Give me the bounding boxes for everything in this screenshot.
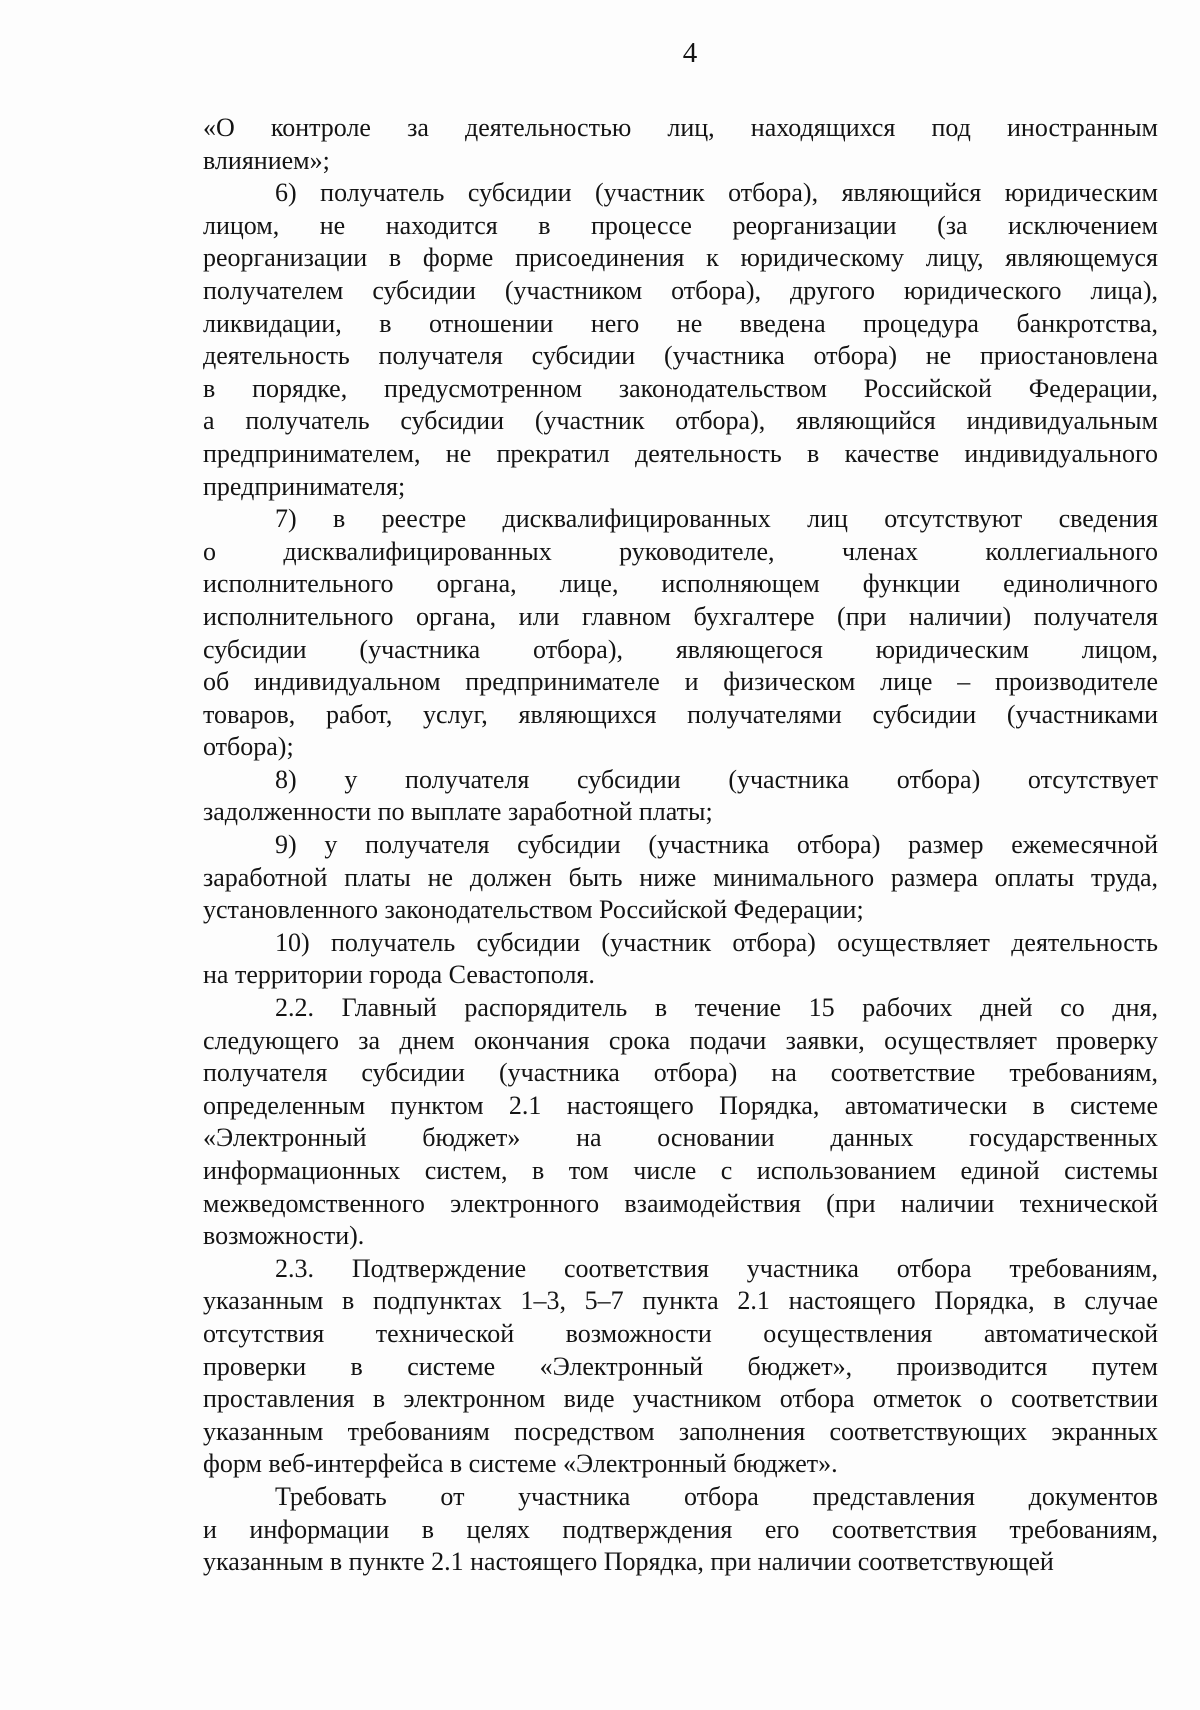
text-line: форм веб-интерфейса в системе «Электронный бюджет». — [203, 1449, 838, 1479]
text-line: о дисквалифицированных руководителе, членах коллегиального — [203, 536, 1158, 566]
text-line: 6) получатель субсидии (участник отбора), являющийся юридическим — [275, 178, 1158, 208]
text-line: задолженности по выплате заработной платы; — [203, 797, 713, 827]
text-line: «Электронный бюджет» на основании данных государственных — [203, 1123, 1158, 1153]
text-line: в порядке, предусмотренном законодательством Российской Федерации, — [203, 373, 1158, 403]
text-line: 8) у получателя субсидии (участника отбора) отсутствует — [275, 764, 1158, 794]
paragraph-require-docs — [203, 1481, 1158, 1579]
text-line: 10) получатель субсидии (участник отбора) осуществляет деятельность — [275, 927, 1158, 957]
text-line: влиянием»; — [203, 145, 330, 175]
text-line: исполнительного органа, или главном бухгалтере (при наличии) получателя — [203, 601, 1158, 631]
text-line: предпринимателем, не прекратил деятельность в качестве индивидуального — [203, 438, 1158, 468]
text-line: заработной платы не должен быть ниже минимального размера оплаты труда, — [203, 862, 1158, 892]
text-line: исполнительного органа, лице, исполняющем функции единоличного — [203, 569, 1158, 599]
paragraph-item-8 — [203, 764, 1158, 829]
text-line: об индивидуальном предпринимателе и физическом лице – производителе — [203, 667, 1158, 697]
page-number: 4 — [682, 37, 698, 69]
paragraph-item-6 — [203, 177, 1158, 503]
text-line: «О контроле за деятельностью лиц, находящихся под иностранным — [203, 113, 1158, 142]
text-line: Требовать от участника отбора представления документов — [275, 1481, 1158, 1511]
text-line: следующего за днем окончания срока подачи заявки, осуществляет проверку — [203, 1025, 1158, 1055]
paragraph-foreign-influence — [203, 112, 1158, 177]
text-line: субсидии (участника отбора), являющегося юридическим лицом, — [203, 634, 1158, 664]
text-line: указанным в пункте 2.1 настоящего Порядка, при наличии соответствующей — [203, 1547, 1054, 1577]
text-line: отбора); — [203, 732, 294, 762]
text-line: установленного законодательством Российской Федерации; — [203, 895, 864, 925]
text-line: 2.3. Подтверждение соответствия участника отбора требованиям, — [275, 1253, 1158, 1283]
text-line: межведомственного электронного взаимодействия (при наличии технической — [203, 1188, 1158, 1218]
text-line: отсутствия технической возможности осуществления автоматической — [203, 1318, 1158, 1348]
paragraph-section-2-3 — [203, 1253, 1158, 1481]
text-line: получателем субсидии (участником отбора), другого юридического лица), — [203, 275, 1158, 305]
text-line: реорганизации в форме присоединения к юридическому лицу, являющемуся — [203, 243, 1158, 273]
paragraph-item-7 — [203, 503, 1158, 764]
text-line: проверки в системе «Электронный бюджет», производится путем — [203, 1351, 1158, 1381]
text-line: указанным требованиям посредством заполнения соответствующих экранных — [203, 1416, 1158, 1446]
text-line: деятельность получателя субсидии (участника отбора) не приостановлена — [203, 341, 1158, 371]
text-line: получателя субсидии (участника отбора) на соответствие требованиям, — [203, 1058, 1158, 1088]
text-line: на территории города Севастополя. — [203, 960, 595, 990]
text-line: а получатель субсидии (участник отбора), являющийся индивидуальным — [203, 406, 1158, 436]
text-line: определенным пунктом 2.1 настоящего Порядка, автоматически в системе — [203, 1090, 1158, 1120]
text-line: товаров, работ, услуг, являющихся получателями субсидии (участниками — [203, 699, 1158, 729]
text-line: информационных систем, в том числе с использованием единой системы — [203, 1156, 1158, 1185]
document-body — [203, 112, 1158, 1579]
text-line: 2.2. Главный распорядитель в течение 15 рабочих дней со дня, — [275, 993, 1158, 1023]
text-line: возможности). — [203, 1221, 365, 1251]
text-line: 7) в реестре дисквалифицированных лиц отсутствуют сведения — [275, 504, 1158, 534]
text-line: предпринимателя; — [203, 471, 406, 501]
text-line: ликвидации, в отношении него не введена процедура банкротства, — [203, 308, 1158, 338]
text-line: и информации в целях подтверждения его соответствия требованиям, — [203, 1514, 1158, 1544]
paragraph-item-10 — [203, 927, 1158, 992]
paragraph-item-9 — [203, 829, 1158, 927]
paragraph-section-2-2 — [203, 992, 1158, 1253]
text-line: указанным в подпунктах 1–3, 5–7 пункта 2.1 настоящего Порядка, в случае — [203, 1286, 1158, 1316]
text-line: 9) у получателя субсидии (участника отбора) размер ежемесячной — [275, 830, 1158, 860]
text-line: лицом, не находится в процессе реорганизации (за исключением — [203, 210, 1158, 240]
text-line: проставления в электронном виде участником отбора отметок о соответствии — [203, 1384, 1158, 1414]
